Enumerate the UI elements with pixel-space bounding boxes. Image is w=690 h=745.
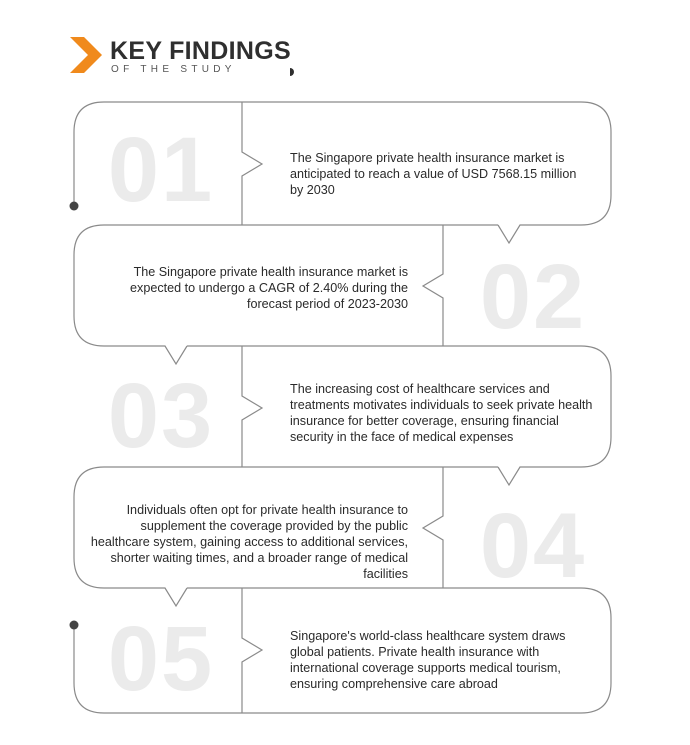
finding-number-04: 04 (479, 495, 587, 597)
finding-text-02: The Singapore private health insurance market is expected to undergo a CAGR of 2.40% during the forecast period of 2023-2030 (130, 265, 408, 311)
timeline-start-dot (70, 202, 79, 211)
finding-number-01: 01 (107, 119, 215, 221)
card-04-divider (423, 467, 443, 588)
finding-text-04: Individuals often opt for private health insurance to supplement the coverage provided by the public healthcare system, gaining access to additional services, shorter waiting times, and a broader range of medical facilities (90, 503, 408, 581)
card-05-divider (242, 588, 262, 713)
page-subtitle: OF THE STUDY (111, 64, 236, 75)
page-title: KEY FINDINGS (110, 37, 291, 65)
finding-number-03: 03 (107, 365, 215, 467)
timeline-end-dot (70, 621, 79, 630)
finding-text-03: The increasing cost of healthcare services and treatments motivates individuals to seek private health insurance for better coverage, ensuring financial security in the face of medical expenses (290, 382, 593, 444)
finding-number-02: 02 (479, 246, 587, 348)
finding-text-05: Singapore's world-class healthcare system draws global patients. Private health insurance with international coverage supports medical tourism, ensuring comprehensive care abroad (290, 629, 566, 691)
finding-number-05: 05 (107, 608, 215, 710)
card-03-divider (242, 346, 262, 467)
finding-text-01: The Singapore private health insurance market is anticipated to reach a value of USD 7568.15 million by 2030 (290, 151, 577, 197)
card-01-divider (242, 102, 262, 225)
card-02-divider (423, 225, 443, 346)
